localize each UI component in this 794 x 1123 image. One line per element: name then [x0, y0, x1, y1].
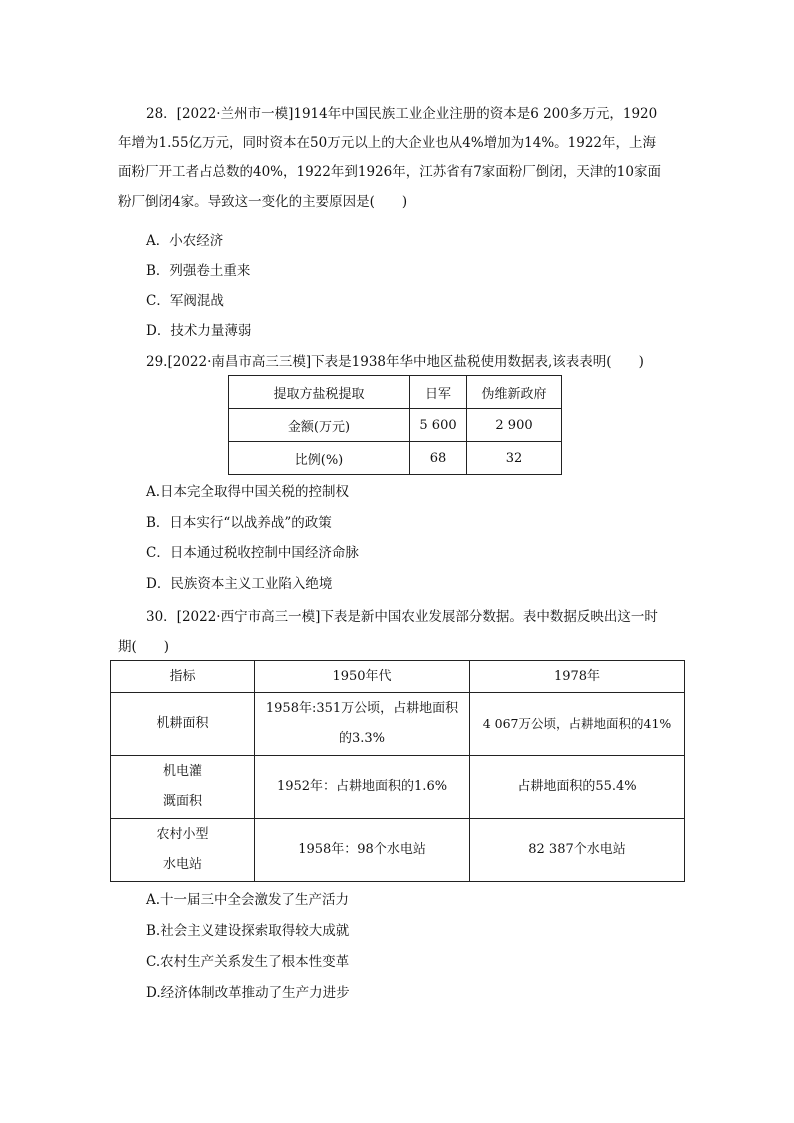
row-label: 机耕面积	[156, 716, 209, 731]
table-cell	[255, 819, 470, 882]
table-cell: 金额(万元)	[229, 409, 410, 442]
cell-line: 的3.3%	[339, 731, 386, 746]
q28-option-a[interactable]: A．小农经济	[146, 233, 224, 249]
row-label: 机电灌	[163, 764, 203, 779]
cell-line: 4 067万公顷，占耕地面积的41%	[482, 716, 672, 731]
cell-line: 1958年：98个水电站	[298, 842, 426, 857]
table-header-cell: 提取方盐税提取	[229, 376, 410, 409]
table-cell	[111, 693, 255, 756]
table-header-cell: 指标	[111, 661, 255, 693]
q29-option-d[interactable]: D．民族资本主义工业陷入绝境	[146, 576, 333, 592]
table-cell: 比例(%)	[229, 442, 410, 475]
table-row	[229, 376, 562, 409]
table-cell	[255, 693, 470, 756]
q30-stem-line-1: 30．[2022·西宁市高三一模]下表是新中国农业发展部分数据。表中数据反映出这一时	[146, 609, 658, 625]
q30-option-a[interactable]: A.十一届三中全会激发了生产活力	[146, 892, 350, 908]
table-row	[229, 442, 562, 475]
cell-line: 82 387个水电站	[528, 842, 626, 857]
q28-option-b[interactable]: B．列强卷土重来	[146, 263, 251, 279]
table-cell: 2 900	[467, 409, 562, 442]
q30-option-c[interactable]: C.农村生产关系发生了根本性变革	[146, 954, 350, 970]
row-label: 水电站	[163, 857, 203, 872]
table-cell: 68	[410, 442, 467, 475]
cell-line: 1958年:351万公顷，占耕地面积	[265, 701, 459, 716]
cell-line: 占耕地面积的55.4%	[517, 779, 637, 794]
row-label: 农村小型	[156, 827, 209, 842]
table-cell	[470, 756, 685, 819]
row-label: 溉面积	[163, 794, 203, 809]
table-row	[111, 756, 685, 819]
q29-option-c[interactable]: C．日本通过税收控制中国经济命脉	[146, 545, 359, 561]
table-cell	[111, 756, 255, 819]
q28-stem-line-3: 面粉厂开工者占总数的40%，1922年到1926年，江苏省有7家面粉厂倒闭，天津的10家面	[118, 164, 661, 180]
q29-option-b[interactable]: B．日本实行“以战养战”的政策	[146, 515, 332, 531]
table-cell	[111, 819, 255, 882]
q28-option-c[interactable]: C．军阀混战	[146, 293, 224, 309]
q29-option-a[interactable]: A.日本完全取得中国关税的控制权	[146, 484, 350, 500]
table-header-cell: 1950年代	[255, 661, 470, 693]
q30-option-b[interactable]: B.社会主义建设探索取得较大成就	[146, 923, 350, 939]
table-row	[111, 693, 685, 756]
table-header-cell: 1978年	[470, 661, 685, 693]
table-row	[111, 819, 685, 882]
q30-option-d[interactable]: D.经济体制改革推动了生产力进步	[146, 985, 350, 1001]
table-row	[229, 409, 562, 442]
q30-table	[110, 660, 685, 882]
q30-stem-line-2: 期( )	[118, 639, 170, 655]
table-cell	[470, 693, 685, 756]
q28-stem-line-2: 年增为1.55亿万元，同时资本在50万元以上的大企业也从4%增加为14%。1922年，上海	[118, 135, 657, 151]
q28-option-d[interactable]: D．技术力量薄弱	[146, 323, 252, 339]
table-header-cell: 日军	[410, 376, 467, 409]
table-cell: 32	[467, 442, 562, 475]
table-cell	[470, 819, 685, 882]
table-cell	[255, 756, 470, 819]
q28-stem-line-4: 粉厂倒闭4家。导致这一变化的主要原因是( )	[118, 194, 408, 210]
table-cell: 5 600	[410, 409, 467, 442]
q29-table	[228, 375, 562, 475]
q29-stem: 29.[2022·南昌市高三三模]下表是1938年华中地区盐税使用数据表,该表表明( )	[146, 354, 644, 370]
cell-line: 1952年：占耕地面积的1.6%	[276, 779, 448, 794]
q28-stem-line-1: 28．[2022·兰州市一模]1914年中国民族工业企业注册的资本是6 200多万元，1920	[146, 106, 658, 122]
table-header-cell: 伪维新政府	[467, 376, 562, 409]
table-row	[111, 661, 685, 693]
